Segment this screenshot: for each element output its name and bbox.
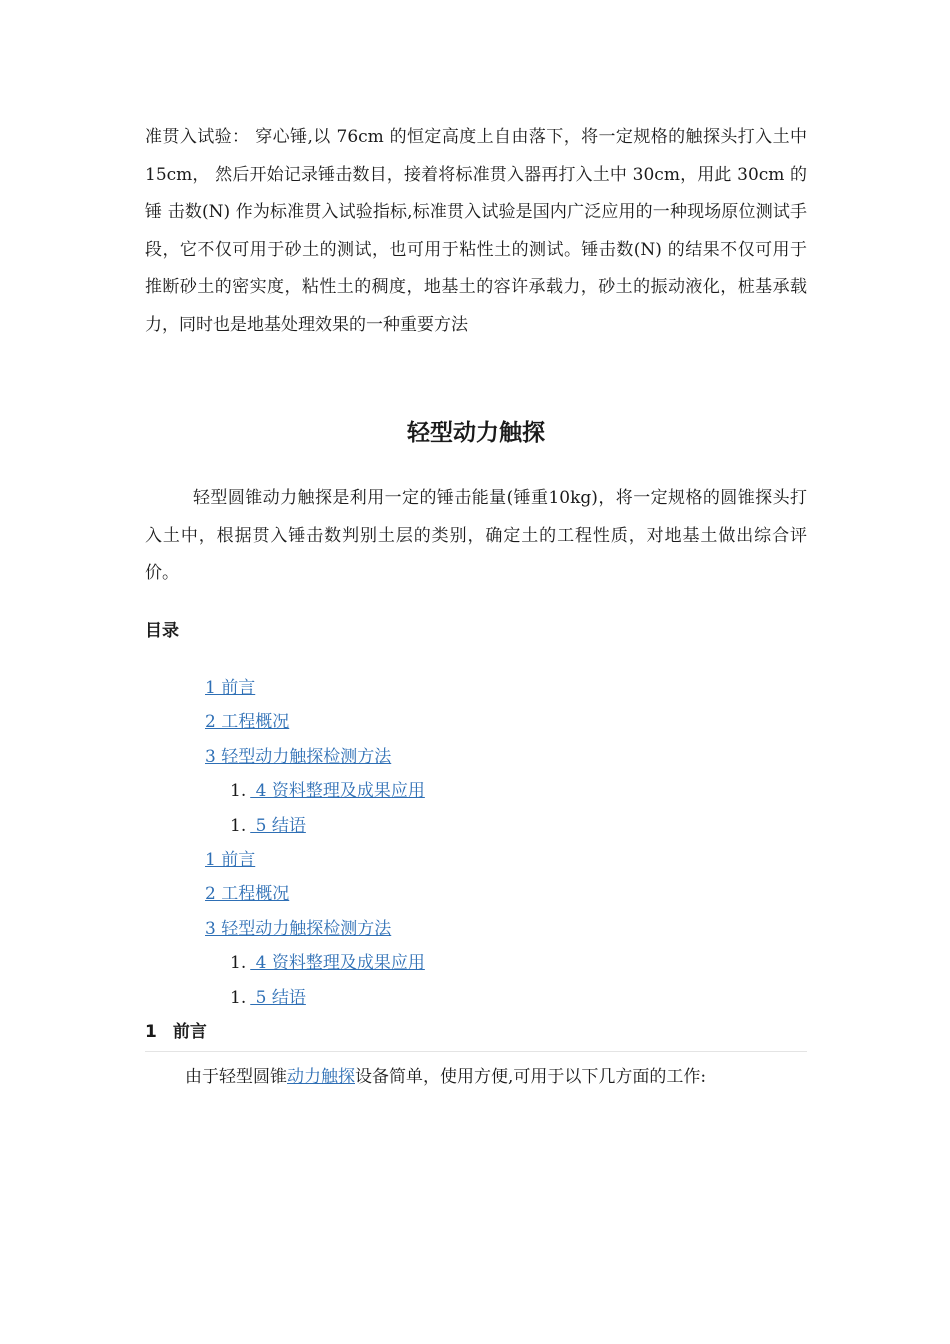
toc-item-prefix: 1. — [230, 815, 247, 836]
toc-link-test-method[interactable]: 3 轻型动力触探检测方法 — [205, 918, 392, 939]
toc-link-preface[interactable]: 1 前言 — [205, 678, 256, 698]
dynamic-penetration-link[interactable]: 动力触探 — [287, 1067, 355, 1087]
toc-item — [145, 671, 807, 705]
toc-item — [145, 981, 807, 1015]
section-description: 轻型圆锥动力触探是利用一定的锤击能量(锤重10kg)，将一定规格的圆锥探头打入土中，根据贯入锤击数判别土层的类别，确定土的工程性质，对地基土做出综合评价。 — [145, 488, 807, 583]
chapter-paragraph — [145, 1059, 807, 1096]
toc-link-conclusion[interactable]: 5 结语 — [250, 815, 306, 836]
table-of-contents — [145, 671, 807, 1015]
chapter-heading — [145, 1017, 807, 1052]
toc-item-prefix: 1. — [230, 781, 247, 802]
toc-item — [145, 877, 807, 911]
toc-item — [145, 774, 807, 808]
toc-link-conclusion[interactable]: 5 结语 — [250, 987, 306, 1008]
toc-link-data-processing[interactable]: 4 资料整理及成果应用 — [250, 953, 425, 974]
toc-link-data-processing[interactable]: 4 资料整理及成果应用 — [250, 781, 425, 802]
intro-paragraph: 准贯入试验： 穿心锤,以 76cm 的恒定高度上自由落下，将一定规格的触探头打入土中 15cm， 然后开始记录锤击数目，接着将标准贯入器再打入土中 30cm，用此 30cm 的锤 击数(N) 作为标准贯入试验指标,标准贯入试验是国内广泛应用的一种现场原位测试手段，它不仅可用于砂土的测试，也可用于粘性土的测试。锤击数(N) 的结果不仅可用于推断砂土的密实度，粘性土的稠度，地基土的容许承载力，砂土的振动液化，桩基承载力，同时也是地基处理效果的一种重要方法 — [145, 127, 807, 335]
toc-item-prefix: 1. — [230, 953, 247, 974]
toc-link-preface[interactable]: 1 前言 — [205, 849, 256, 870]
paragraph-text-end: 设备简单，使用方便,可用于以下几方面的工作: — [355, 1067, 707, 1087]
toc-item — [145, 843, 807, 877]
section-title: 轻型动力触探 — [407, 420, 545, 446]
toc-item — [145, 705, 807, 739]
toc-link-test-method[interactable]: 3 轻型动力触探检测方法 — [205, 746, 392, 767]
toc-item — [145, 946, 807, 980]
chapter-title: 前言 — [172, 1022, 207, 1042]
toc-item-prefix: 1. — [230, 987, 247, 1008]
toc-item — [145, 912, 807, 946]
toc-item — [145, 809, 807, 843]
toc-item — [145, 740, 807, 774]
toc-heading: 目录 — [145, 621, 179, 641]
paragraph-text-start: 由于轻型圆锥 — [185, 1067, 287, 1087]
toc-link-project-overview[interactable]: 2 工程概况 — [205, 884, 290, 905]
chapter-number: 1 — [145, 1022, 157, 1042]
toc-link-project-overview[interactable]: 2 工程概况 — [205, 712, 290, 733]
